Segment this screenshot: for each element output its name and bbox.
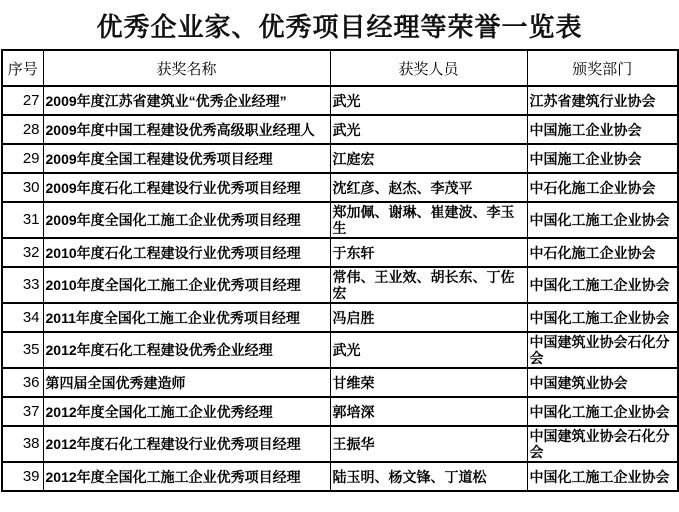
cell-dept: 中国化工施工企业协会 (527, 397, 678, 426)
cell-no: 32 (2, 238, 43, 267)
cell-people: 王振华 (330, 426, 527, 462)
cell-award: 2009年度石化工程建设行业优秀项目经理 (43, 173, 330, 202)
col-header-dept: 颁奖部门 (527, 50, 678, 86)
table-body (2, 86, 678, 491)
cell-award: 第四届全国优秀建造师 (43, 368, 330, 397)
cell-no: 34 (2, 303, 43, 332)
cell-award: 2011年度全国化工施工企业优秀项目经理 (43, 303, 330, 332)
cell-no: 38 (2, 426, 43, 462)
table-row (2, 202, 678, 238)
header-row (2, 50, 678, 86)
cell-people: 冯启胜 (330, 303, 527, 332)
cell-people: 郑加佩、谢琳、崔建波、李玉生 (330, 202, 527, 238)
cell-dept: 中国化工施工企业协会 (527, 462, 678, 491)
cell-no: 37 (2, 397, 43, 426)
cell-award: 2010年度石化工程建设行业优秀项目经理 (43, 238, 330, 267)
table-row (2, 267, 678, 303)
cell-people: 武光 (330, 332, 527, 368)
cell-people: 武光 (330, 115, 527, 144)
table-row (2, 86, 678, 115)
col-header-no: 序号 (2, 50, 43, 86)
cell-dept: 江苏省建筑行业协会 (527, 86, 678, 115)
cell-dept: 中石化施工企业协会 (527, 173, 678, 202)
table-row (2, 115, 678, 144)
cell-dept: 中国化工施工企业协会 (527, 202, 678, 238)
cell-dept: 中国化工施工企业协会 (527, 267, 678, 303)
cell-people: 陆玉明、杨文锋、丁道松 (330, 462, 527, 491)
cell-dept: 中国施工企业协会 (527, 115, 678, 144)
cell-award: 2012年度全国化工施工企业优秀项目经理 (43, 462, 330, 491)
cell-award: 2009年度江苏省建筑业“优秀企业经理” (43, 86, 330, 115)
cell-dept: 中国建筑业协会石化分会 (527, 332, 678, 368)
cell-award: 2009年度全国工程建设优秀项目经理 (43, 144, 330, 173)
table-row (2, 426, 678, 462)
table-row (2, 397, 678, 426)
table-header (2, 50, 678, 86)
cell-dept: 中国建筑业协会 (527, 368, 678, 397)
cell-people: 武光 (330, 86, 527, 115)
cell-people: 甘维荣 (330, 368, 527, 397)
cell-award: 2012年度石化工程建设优秀企业经理 (43, 332, 330, 368)
cell-award: 2009年度全国化工施工企业优秀项目经理 (43, 202, 330, 238)
cell-no: 28 (2, 115, 43, 144)
table-row (2, 238, 678, 267)
cell-no: 27 (2, 86, 43, 115)
col-header-award: 获奖名称 (43, 50, 330, 86)
cell-no: 35 (2, 332, 43, 368)
cell-award: 2010年度全国化工施工企业优秀项目经理 (43, 267, 330, 303)
cell-people: 沈红彦、赵杰、李茂平 (330, 173, 527, 202)
table-row (2, 332, 678, 368)
table-row (2, 303, 678, 332)
col-header-people: 获奖人员 (330, 50, 527, 86)
cell-dept: 中国施工企业协会 (527, 144, 678, 173)
table-row (2, 462, 678, 491)
table-row (2, 144, 678, 173)
cell-people: 江庭宏 (330, 144, 527, 173)
cell-no: 31 (2, 202, 43, 238)
cell-award: 2012年度石化工程建设行业优秀项目经理 (43, 426, 330, 462)
cell-no: 33 (2, 267, 43, 303)
cell-award: 2012年度全国化工施工企业优秀经理 (43, 397, 330, 426)
cell-dept: 中石化施工企业协会 (527, 238, 678, 267)
cell-no: 36 (2, 368, 43, 397)
cell-dept: 中国化工施工企业协会 (527, 303, 678, 332)
cell-people: 常伟、王业效、胡长东、丁佐宏 (330, 267, 527, 303)
cell-no: 29 (2, 144, 43, 173)
honors-table (1, 49, 679, 492)
cell-award: 2009年度中国工程建设优秀高级职业经理人 (43, 115, 330, 144)
cell-people: 于东轩 (330, 238, 527, 267)
table-row (2, 368, 678, 397)
cell-no: 30 (2, 173, 43, 202)
table-row (2, 173, 678, 202)
page-title: 优秀企业家、优秀项目经理等荣誉一览表 (96, 13, 583, 42)
cell-dept: 中国建筑业协会石化分会 (527, 426, 678, 462)
cell-no: 39 (2, 462, 43, 491)
cell-people: 郭培深 (330, 397, 527, 426)
